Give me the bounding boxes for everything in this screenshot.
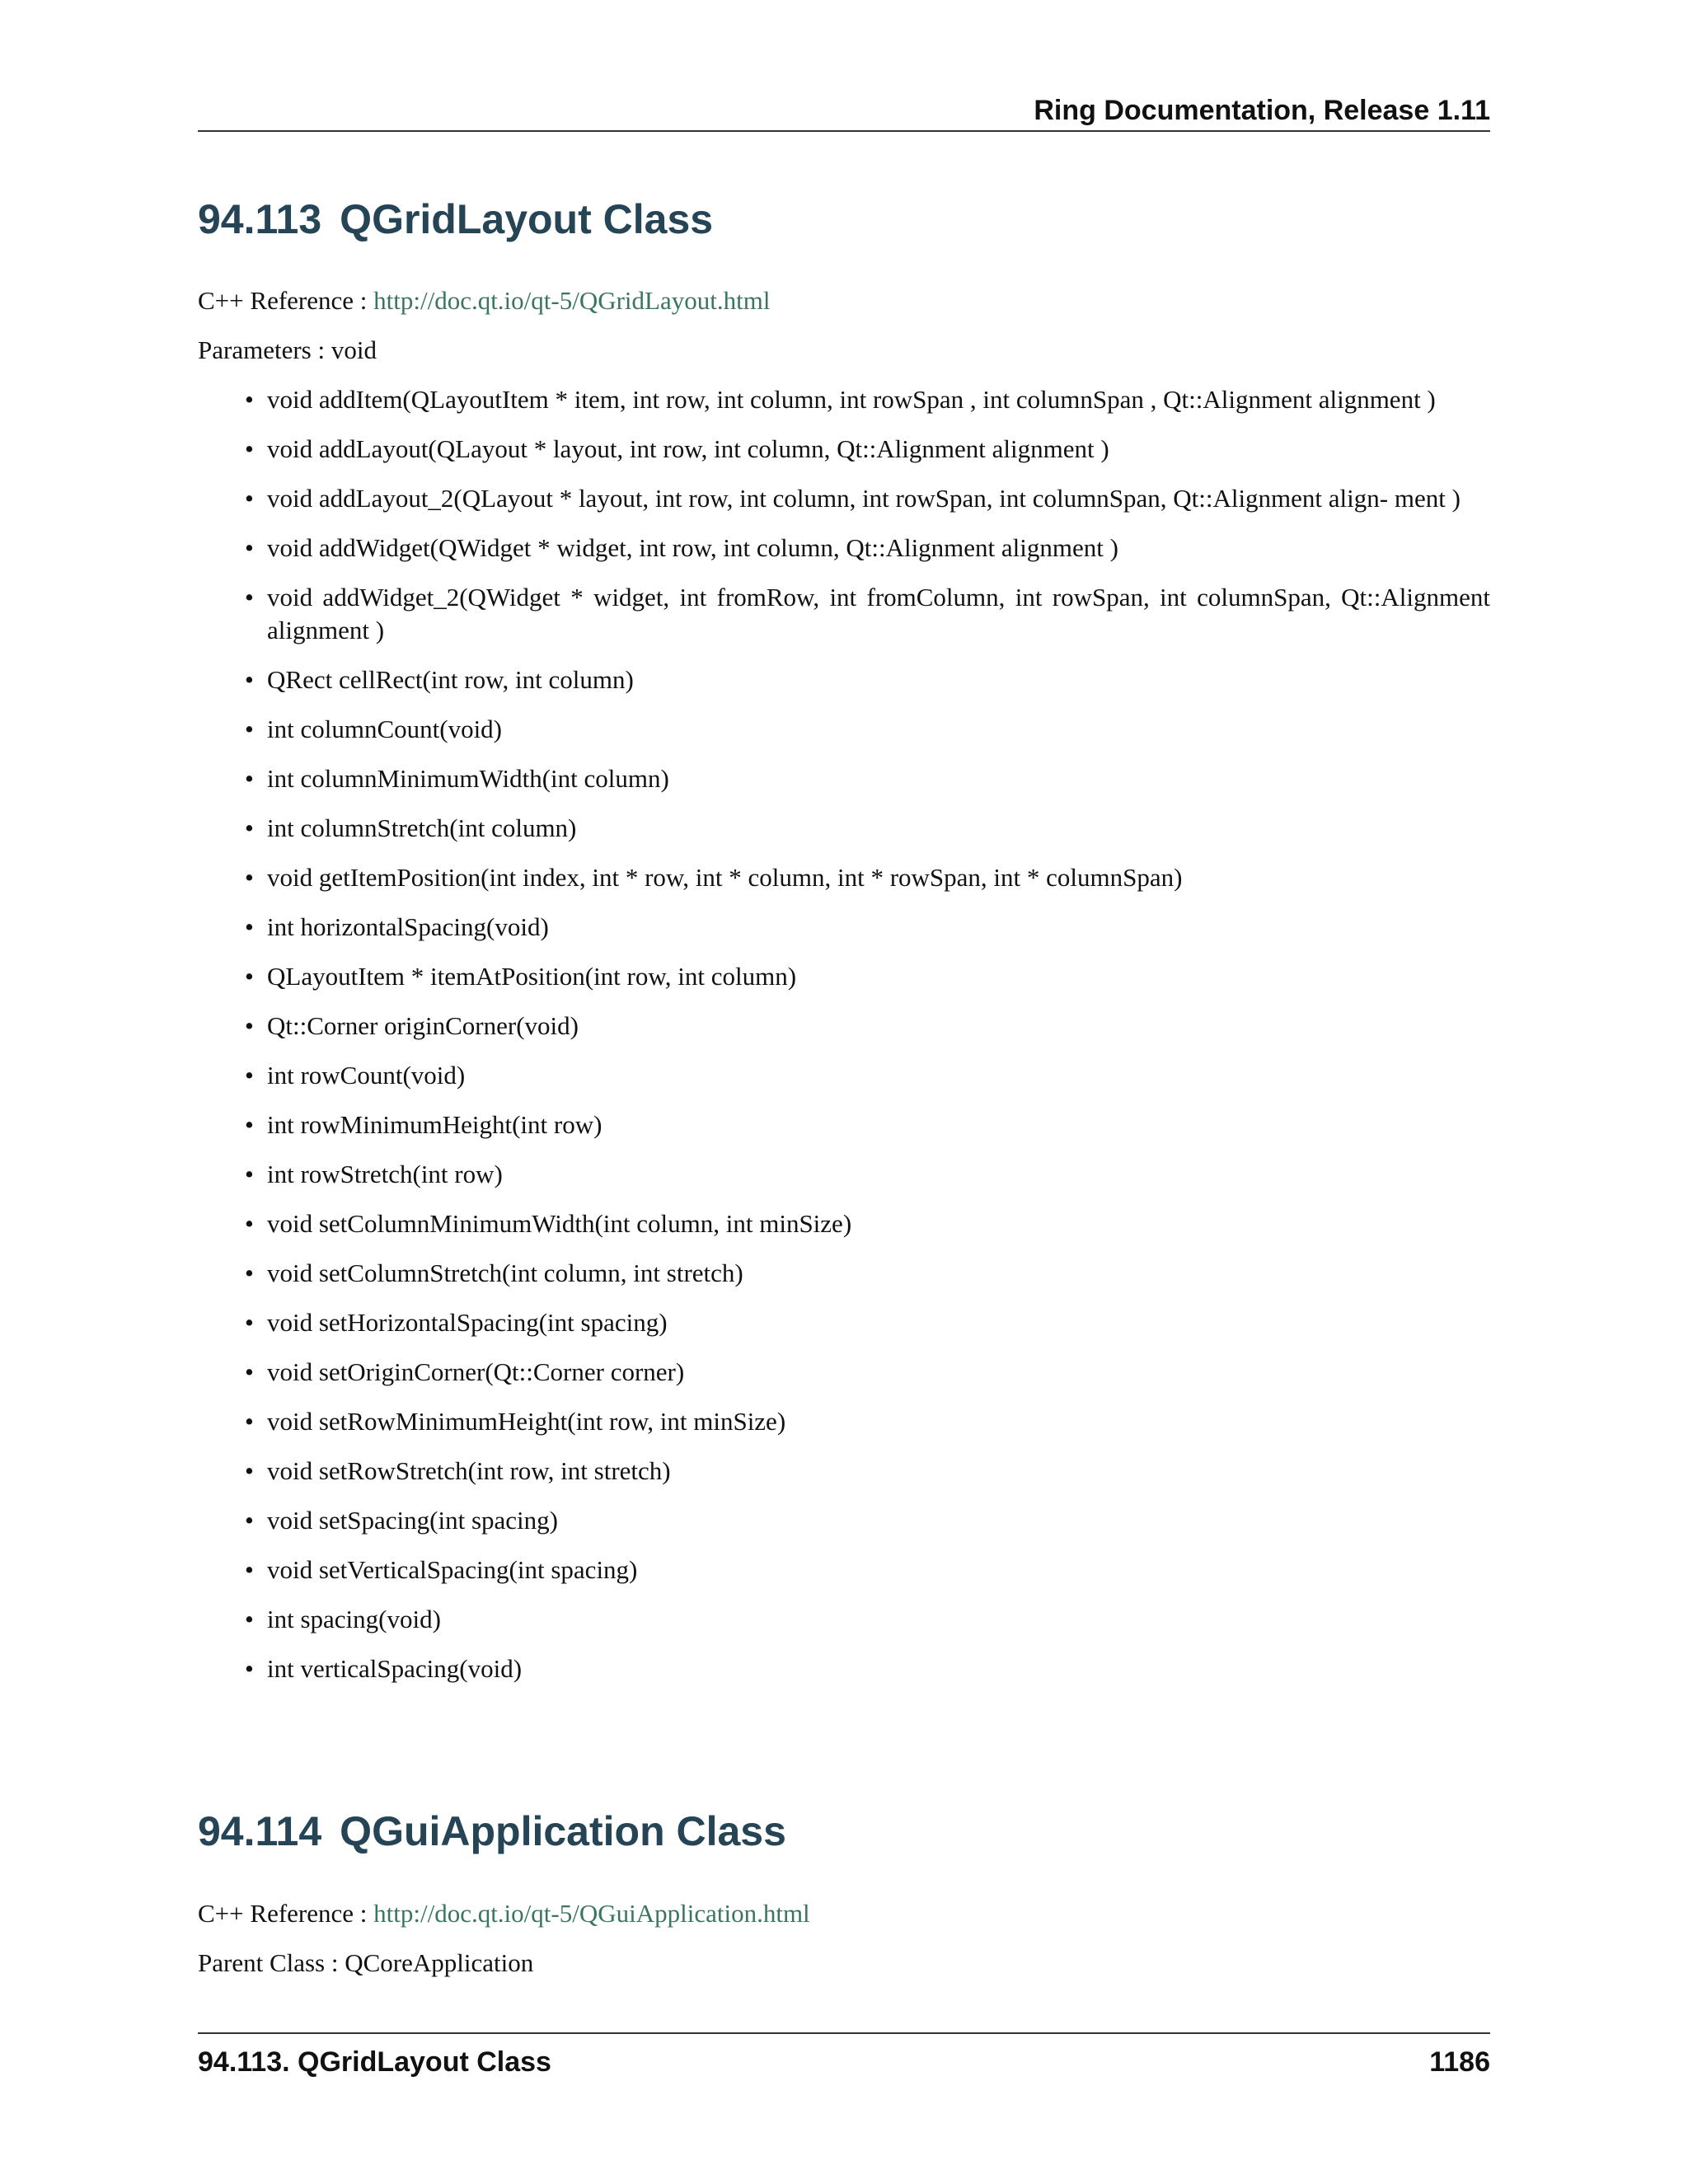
- method-signature: void getItemPosition(int index, int * row, int * column, int * rowSpan, int * columnSpan): [267, 863, 1183, 892]
- bullet-icon: •: [245, 813, 254, 842]
- method-signature: int columnMinimumWidth(int column): [267, 764, 669, 793]
- bullet-icon: •: [245, 1061, 254, 1090]
- method-signature: int rowStretch(int row): [267, 1160, 503, 1188]
- method-item: [198, 1207, 1490, 1240]
- page-number: 1186: [1429, 2046, 1490, 2078]
- method-item: [198, 1603, 1490, 1636]
- method-signature: void setVerticalSpacing(int spacing): [267, 1555, 638, 1584]
- running-header: Ring Documentation, Release 1.11: [198, 91, 1490, 132]
- method-signature: QRect cellRect(int row, int column): [267, 665, 634, 694]
- method-signature: int horizontalSpacing(void): [267, 912, 549, 941]
- bullet-icon: •: [245, 1357, 254, 1386]
- method-item: [198, 433, 1490, 466]
- method-item: [198, 581, 1490, 647]
- method-item: [198, 1257, 1490, 1290]
- method-item: [198, 960, 1490, 993]
- cpp-reference-link[interactable]: http://doc.qt.io/qt-5/QGuiApplication.html: [373, 1899, 810, 1928]
- bullet-icon: •: [245, 434, 254, 463]
- bullet-icon: •: [245, 962, 254, 991]
- bullet-icon: •: [245, 1110, 254, 1139]
- method-item: [198, 1010, 1490, 1043]
- method-item: [198, 713, 1490, 746]
- method-signature: void addWidget_2(QWidget * widget, int fromRow, int fromColumn, int rowSpan, int columnSpan, Qt::Alignment alignment ): [267, 583, 1490, 644]
- section-number: 94.114: [198, 1808, 322, 1854]
- document-page: [198, 0, 1490, 2184]
- method-signature: int rowMinimumHeight(int row): [267, 1110, 603, 1139]
- method-item: [198, 1059, 1490, 1092]
- method-signature: int verticalSpacing(void): [267, 1654, 523, 1683]
- method-signature: int spacing(void): [267, 1605, 441, 1633]
- section-number: 94.113: [198, 196, 322, 242]
- method-signature: void setRowMinimumHeight(int row, int minSize): [267, 1407, 786, 1436]
- bullet-icon: •: [245, 1605, 254, 1633]
- method-item: [198, 762, 1490, 795]
- section-title-text: QGridLayout Class: [340, 196, 714, 242]
- method-signature: void setColumnMinimumWidth(int column, int minSize): [267, 1209, 852, 1238]
- parameters-line: Parameters : void: [198, 335, 377, 364]
- method-signature: void setHorizontalSpacing(int spacing): [267, 1308, 668, 1337]
- bullet-icon: •: [245, 1209, 254, 1238]
- running-footer: [198, 2032, 1490, 2083]
- method-item: [198, 1158, 1490, 1191]
- method-signature: int rowCount(void): [267, 1061, 466, 1090]
- bullet-icon: •: [245, 1555, 254, 1584]
- section-title-text: QGuiApplication Class: [340, 1808, 786, 1854]
- method-item: [198, 1405, 1490, 1438]
- method-signature: int columnStretch(int column): [267, 813, 577, 842]
- bullet-icon: •: [245, 583, 254, 612]
- parent-class-line: Parent Class : QCoreApplication: [198, 1948, 534, 1977]
- method-signature: int columnCount(void): [267, 715, 503, 743]
- section-heading-qgridlayout: [198, 194, 713, 244]
- method-signature: void addWidget(QWidget * widget, int row, int column, Qt::Alignment alignment ): [267, 533, 1118, 562]
- bullet-icon: •: [245, 1011, 254, 1040]
- method-signature: void setOriginCorner(Qt::Corner corner): [267, 1357, 685, 1386]
- bullet-icon: •: [245, 533, 254, 562]
- method-signature: void setSpacing(int spacing): [267, 1506, 558, 1535]
- bullet-icon: •: [245, 385, 254, 414]
- method-item: [198, 1554, 1490, 1586]
- bullet-icon: •: [245, 1308, 254, 1337]
- bullet-icon: •: [245, 715, 254, 743]
- section-heading-qguiapplication: [198, 1807, 786, 1856]
- method-item: [198, 1652, 1490, 1685]
- method-item: [198, 482, 1490, 515]
- method-item: [198, 1306, 1490, 1339]
- bullet-icon: •: [245, 1407, 254, 1436]
- method-signature: void setColumnStretch(int column, int stretch): [267, 1258, 743, 1287]
- cpp-reference-label: C++ Reference :: [198, 286, 374, 315]
- method-item: [198, 383, 1490, 416]
- method-signature: void addLayout_2(QLayout * layout, int row, int column, int rowSpan, int columnSpan, Qt::Alignment align- ment ): [267, 484, 1461, 513]
- method-signature: void addItem(QLayoutItem * item, int row, int column, int rowSpan , int columnSpan , Qt::Alignment alignment ): [267, 385, 1436, 414]
- method-signature: QLayoutItem * itemAtPosition(int row, int column): [267, 962, 797, 991]
- bullet-icon: •: [245, 1456, 254, 1485]
- method-item: [198, 1455, 1490, 1488]
- cpp-reference-label: C++ Reference :: [198, 1899, 374, 1928]
- method-item: [198, 812, 1490, 845]
- method-item: [198, 1356, 1490, 1389]
- method-item: [198, 861, 1490, 894]
- bullet-icon: •: [245, 1506, 254, 1535]
- bullet-icon: •: [245, 1258, 254, 1287]
- method-signature: void setRowStretch(int row, int stretch): [267, 1456, 671, 1485]
- method-list: [198, 383, 1490, 1702]
- cpp-reference-line: [198, 1897, 810, 1930]
- bullet-icon: •: [245, 912, 254, 941]
- method-item: [198, 911, 1490, 944]
- method-item: [198, 663, 1490, 696]
- method-item: [198, 1504, 1490, 1537]
- bullet-icon: •: [245, 1654, 254, 1683]
- bullet-icon: •: [245, 484, 254, 513]
- method-signature: Qt::Corner originCorner(void): [267, 1011, 579, 1040]
- method-signature: void addLayout(QLayout * layout, int row, int column, Qt::Alignment alignment ): [267, 434, 1109, 463]
- bullet-icon: •: [245, 1160, 254, 1188]
- cpp-reference-link[interactable]: http://doc.qt.io/qt-5/QGridLayout.html: [373, 286, 771, 315]
- bullet-icon: •: [245, 665, 254, 694]
- bullet-icon: •: [245, 863, 254, 892]
- method-item: [198, 532, 1490, 565]
- cpp-reference-line: [198, 284, 770, 317]
- footer-section-label: 94.113. QGridLayout Class: [198, 2046, 551, 2078]
- bullet-icon: •: [245, 764, 254, 793]
- method-item: [198, 1108, 1490, 1141]
